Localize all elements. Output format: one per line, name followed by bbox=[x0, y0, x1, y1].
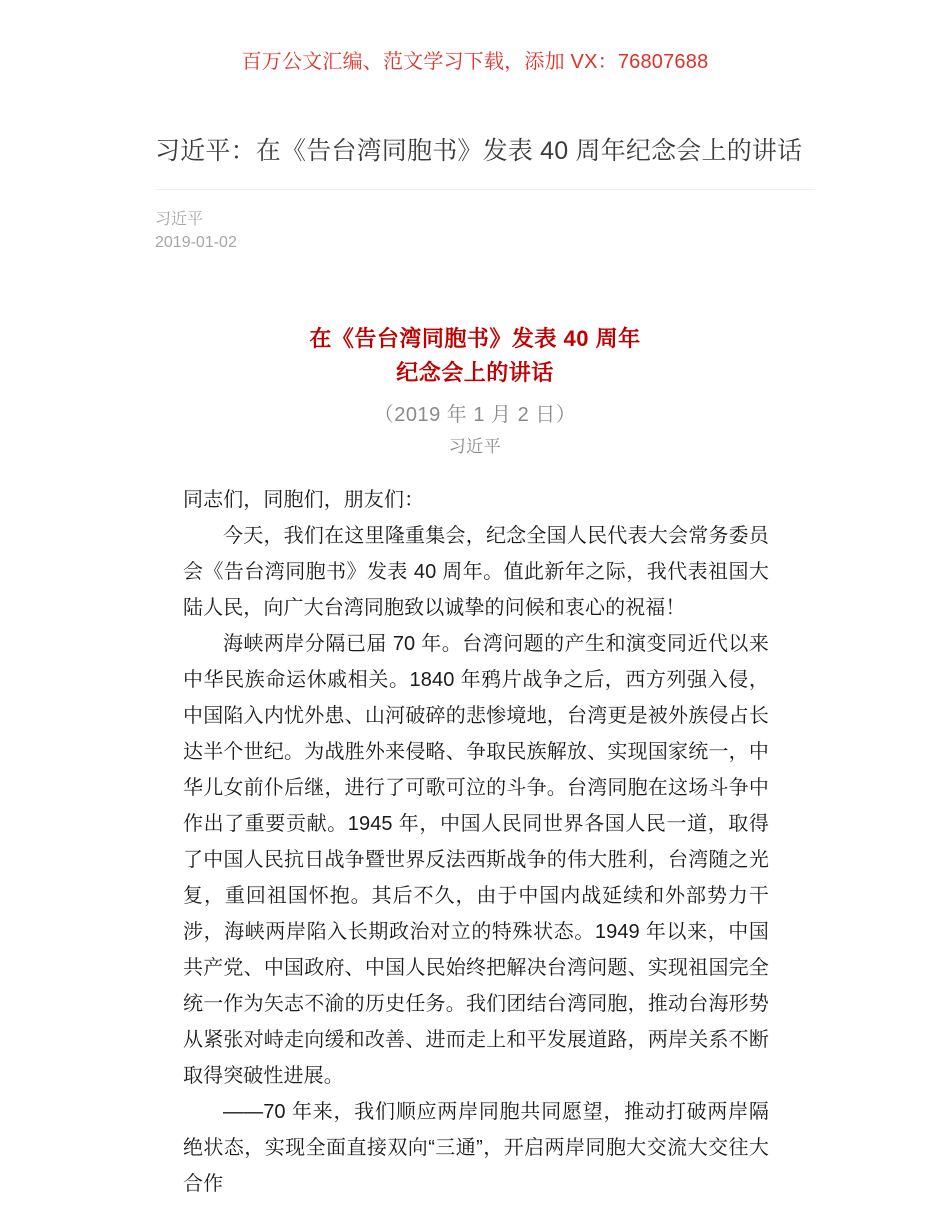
body-paragraph: 海峡两岸分隔已届 70 年。台湾问题的产生和演变同近代以来中华民族命运休戚相关。1840 年鸦片战争之后，西方列强入侵，中国陷入内忧外患、山河破碎的悲惨境地，台湾更是被外族侵占长达半个世纪。为战胜外来侵略、争取民族解放、实现国家统一，中华儿女前仆后继，进行了可歌可泣的斗争。台湾同胞在这场斗争中作出了重要贡献。1945 年，中国人民同世界各国人民一道，取得了中国人民抗日战争暨世界反法西斯战争的伟大胜利，台湾随之光复，重回祖国怀抱。其后不久，由于中国内战延续和外部势力干涉，海峡两岸陷入长期政治对立的特殊状态。1949 年以来，中国共产党、中国政府、中国人民始终把解决台湾问题、实现祖国完全统一作为矢志不渝的历史任务。我们团结台湾同胞，推动台海形势从紧张对峙走向缓和改善、进而走上和平发展道路，两岸关系不断取得突破性进展。 bbox=[183, 633, 769, 1087]
body-paragraph: ——70 年来，我们顺应两岸同胞共同愿望，推动打破两岸隔绝状态，实现全面直接双向“三通”，开启两岸同胞大交流大交往大合作 bbox=[183, 1101, 769, 1195]
header-divider bbox=[155, 189, 815, 190]
body-paragraph: 同志们，同胞们，朋友们： bbox=[183, 489, 425, 511]
watermark-banner: 百万公文汇编、范文学习下载，添加 VX：76807688 bbox=[241, 51, 709, 73]
meta-date: 2019-01-02 bbox=[155, 234, 237, 251]
document-title-line-2: 纪念会上的讲话 bbox=[396, 360, 554, 385]
body-paragraph: 今天，我们在这里隆重集会，纪念全国人民代表大会常务委员会《告台湾同胞书》发表 40 周年。值此新年之际，我代表祖国大陆人民，向广大台湾同胞致以诚挚的问候和衷心的祝福！ bbox=[183, 525, 769, 619]
document-date: （2019 年 1 月 2 日） bbox=[373, 404, 577, 426]
meta-author: 习近平 bbox=[155, 211, 204, 228]
document-author: 习近平 bbox=[448, 437, 502, 456]
page-title: 习近平：在《告台湾同胞书》发表 40 周年纪念会上的讲话 bbox=[155, 137, 803, 165]
article-header bbox=[155, 133, 815, 254]
document-heading-block bbox=[155, 322, 795, 460]
document-body bbox=[183, 482, 769, 1202]
article-meta bbox=[155, 208, 815, 254]
document-title-line-1: 在《告台湾同胞书》发表 40 周年 bbox=[309, 326, 641, 351]
document-title bbox=[155, 322, 795, 390]
